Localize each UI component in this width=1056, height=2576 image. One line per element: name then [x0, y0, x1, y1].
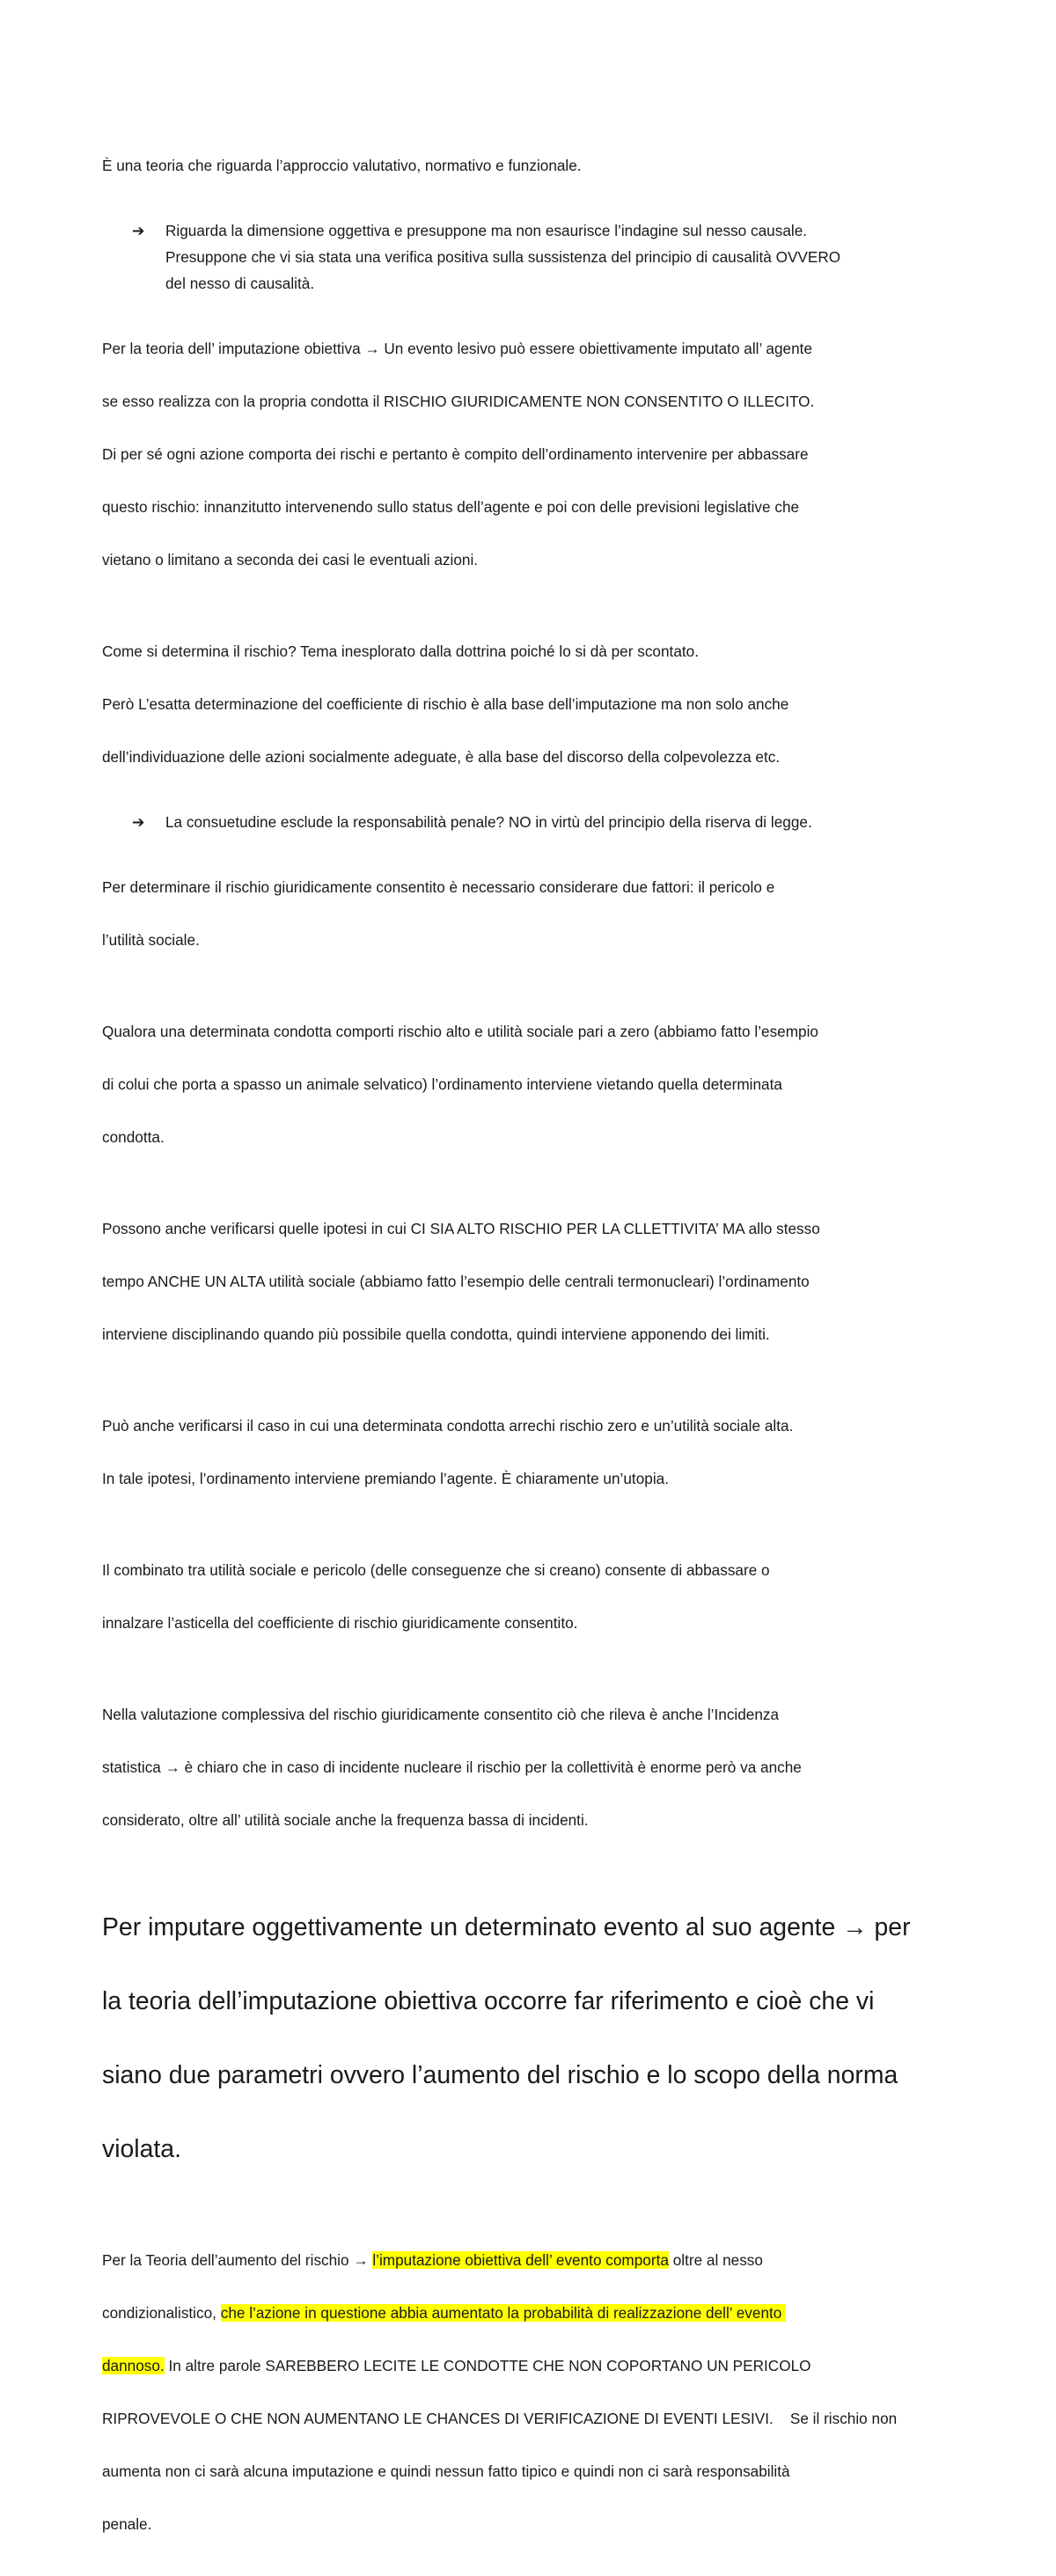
- text-span: Per la teoria dell’ imputazione obiettiva: [102, 340, 365, 357]
- text-span: oltre al nesso: [668, 2251, 763, 2269]
- text-line: considerato, oltre all’ utilità sociale anche la frequenza bassa di incidenti.: [102, 1811, 589, 1829]
- text-line: È una teoria che riguarda l’approccio valutativo, normativo e funzionale.: [102, 157, 582, 174]
- text-span: statistica: [102, 1758, 165, 1776]
- text-line: Di per sé ogni azione comporta dei rischi e pertanto è compito dell’ordinamento intervenire per abbassare: [102, 445, 809, 463]
- paragraph-aumento-rischio: [102, 2220, 964, 2564]
- text-line: [102, 1909, 964, 1946]
- highlighted-text: l’imputazione obiettiva dell’ evento comporta: [372, 2251, 669, 2269]
- paragraph-intro: [102, 126, 964, 205]
- text-span: condizionalistico,: [102, 2304, 221, 2322]
- text-line: interviene disciplinando quando più possibile quella condotta, quindi interviene apponendo dei limiti.: [102, 1325, 770, 1343]
- text-line: Nella valutazione complessiva del rischio giuridicamente consentito ciò che rileva è anche l’Incidenza: [102, 1706, 780, 1723]
- text-line: Riguarda la dimensione oggettiva e presuppone ma non esaurisce l’indagine sul nesso causale.: [165, 222, 808, 239]
- text-line: RIPROVEVOLE O CHE NON AUMENTANO LE CHANCES DI VERIFICAZIONE DI EVENTI LESIVI. Se il rischio non: [102, 2410, 898, 2427]
- arrow-bullet-icon: ➔: [132, 222, 145, 239]
- text-line: Può anche verificarsi il caso in cui una determinata condotta arrechi rischio zero e un’utilità sociale alta.: [102, 1417, 794, 1435]
- arrow-icon: →: [165, 1758, 180, 1776]
- text-line: di colui che porta a spasso un animale selvatico) l’ordinamento interviene vietando quella determinata: [102, 1075, 782, 1093]
- text-line: La consuetudine esclude la responsabilità penale? NO in virtù del principio della riserva di legge.: [165, 813, 812, 831]
- paragraph-utopia: [102, 1386, 964, 1518]
- arrow-bullet-icon: ➔: [132, 813, 145, 831]
- paragraph-imputazione: [102, 309, 964, 599]
- arrow-icon: →: [364, 340, 380, 357]
- paragraph-incidenza: [102, 1675, 964, 1860]
- text-line: violata.: [102, 2135, 181, 2163]
- text-span: Per imputare oggettivamente un determinato evento al suo agente: [102, 1913, 843, 1941]
- text-line: penale.: [102, 2515, 152, 2533]
- text-line: tempo ANCHE UN ALTA utilità sociale (abbiamo fatto l’esempio delle centrali termonucleari) l’ordinamento: [102, 1273, 810, 1290]
- text-line: [102, 2300, 964, 2326]
- text-line: In tale ipotesi, l’ordinamento interviene premiando l’agente. È chiaramente un’utopia.: [102, 1470, 669, 1487]
- highlighted-text: che l’azione in questione abbia aumentato la probabilità di realizzazione dell’ evento: [220, 2304, 787, 2322]
- text-line: condotta.: [102, 1128, 165, 1146]
- paragraph-ipotesi: [102, 1189, 964, 1374]
- text-line: dell’individuazione delle azioni socialmente adeguate, è alla base del discorso della colpevolezza etc.: [102, 748, 781, 766]
- highlighted-text: dannoso.: [102, 2357, 165, 2374]
- arrow-icon: →: [353, 2251, 369, 2269]
- text-line: [102, 1754, 964, 1780]
- text-line: [102, 335, 964, 362]
- text-line: [102, 2247, 964, 2273]
- text-line: [102, 2352, 964, 2379]
- bullet-content: [165, 217, 964, 297]
- text-span: In altre parole SAREBBERO LECITE LE CONDOTTE CHE NON COPORTANO UN PERICOLO: [164, 2357, 811, 2374]
- bullet-item-causal: [102, 217, 964, 297]
- document-page: [102, 126, 964, 2576]
- heading-paragraph: [102, 1872, 964, 2205]
- text-line: Per determinare il rischio giuridicamente consentito è necessario considerare due fattori: il pericolo e: [102, 878, 775, 896]
- paragraph-qualora: [102, 992, 964, 1177]
- text-line: Qualora una determinata condotta comporti rischio alto e utilità sociale pari a zero (abbiamo fatto l’esempio: [102, 1023, 818, 1040]
- text-span: per: [867, 1913, 911, 1941]
- text-line: Il combinato tra utilità sociale e pericolo (delle conseguenze che si creano) consente di abbassare o: [102, 1561, 770, 1579]
- text-line: vietano o limitano a seconda dei casi le eventuali azioni.: [102, 551, 479, 569]
- text-line: Però L’esatta determinazione del coefficiente di rischio è alla base dell’imputazione ma non solo anche: [102, 695, 789, 713]
- text-line: se esso realizza con la propria condotta il RISCHIO GIURIDICAMENTE NON CONSENTITO O ILLECITO.: [102, 393, 815, 410]
- text-line: Possono anche verificarsi quelle ipotesi in cui CI SIA ALTO RISCHIO PER LA CLLETTIVITA’ MA allo stesso: [102, 1220, 820, 1237]
- text-line: innalzare l’asticella del coefficiente di rischio giuridicamente consentito.: [102, 1614, 578, 1632]
- bullet-item-consuetudine: [102, 809, 964, 835]
- bullet-content: [165, 809, 964, 835]
- text-span: Per la Teoria dell’aumento del rischio: [102, 2251, 354, 2269]
- text-line: del nesso di causalità.: [165, 275, 315, 292]
- paragraph-fattori: [102, 848, 964, 980]
- text-line: l’utilità sociale.: [102, 931, 200, 949]
- text-span: è chiaro che in caso di incidente nucleare il rischio per la collettività è enorme però va anche: [180, 1758, 802, 1776]
- text-line: la teoria dell’imputazione obiettiva occorre far riferimento e cioè che vi: [102, 1987, 875, 2015]
- arrow-icon: →: [842, 1913, 868, 1941]
- paragraph-rischio: [102, 612, 964, 796]
- text-line: Come si determina il rischio? Tema inesplorato dalla dottrina poiché lo si dà per scontato.: [102, 642, 699, 660]
- text-line: Presuppone che vi sia stata una verifica positiva sulla sussistenza del principio di causalità OVVERO: [165, 248, 841, 266]
- text-line: questo rischio: innanzitutto intervenendo sullo status dell’agente e poi con delle previsioni legislative che: [102, 498, 800, 516]
- text-span: Un evento lesivo può essere obiettivamente imputato all’ agente: [379, 340, 813, 357]
- paragraph-combinato: [102, 1530, 964, 1662]
- text-line: aumenta non ci sarà alcuna imputazione e quindi nessun fatto tipico e quindi non ci sarà responsabilità: [102, 2462, 790, 2480]
- text-line: siano due parametri ovvero l’aumento del rischio e lo scopo della norma: [102, 2061, 898, 2089]
